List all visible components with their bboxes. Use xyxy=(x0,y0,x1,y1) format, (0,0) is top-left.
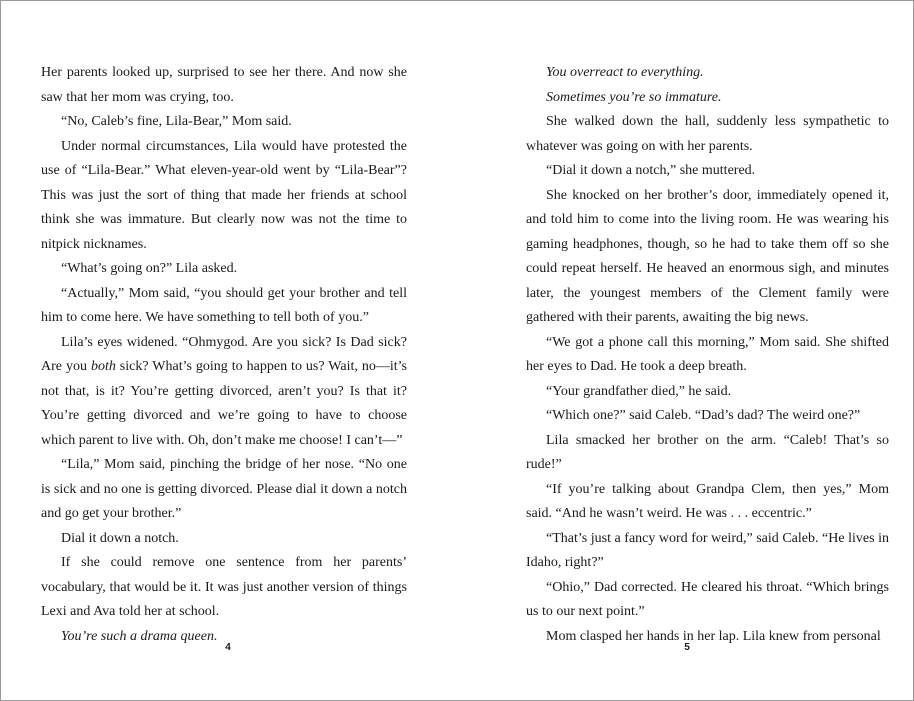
paragraph: “That’s just a fancy word for weird,” said Caleb. “He lives in Idaho, right?” xyxy=(526,530,889,570)
paragraph: “Ohio,” Dad corrected. He cleared his throat. “Which brings us to our next point.” xyxy=(526,579,889,619)
italic-paragraph xyxy=(526,86,889,111)
italic-paragraph xyxy=(526,61,889,86)
paragraph: Lila smacked her brother on the arm. “Caleb! That’s so rude!” xyxy=(526,432,889,472)
paragraph: “What’s going on?” Lila asked. xyxy=(61,261,238,276)
paragraph: She knocked on her brother’s door, immediately opened it, and told him to come into the living room. He was wearing his gaming headphones, though, so he had to take them off so she could repeat herself. He heaved an enormous sigh, and minutes later, the youngest members of the Clement family were gathered with their parents, awaiting the big news. xyxy=(526,187,889,325)
right-page-text xyxy=(526,61,889,649)
paragraph: “Your grandfather died,” he said. xyxy=(546,383,732,399)
italic-text: You’re such a drama queen. xyxy=(61,628,218,644)
paragraph: “Dial it down a notch,” she muttered. xyxy=(546,163,756,178)
paragraph xyxy=(41,331,407,454)
left-page-text xyxy=(41,61,407,649)
italic-text: Sometimes you’re so immature. xyxy=(546,89,722,105)
paragraph: Mom clasped her hands in her lap. Lila knew from personal xyxy=(546,628,881,644)
left-page xyxy=(1,1,457,700)
paragraph: “We got a phone call this morning,” Mom said. She shifted her eyes to Dad. He took a deep breath. xyxy=(526,334,889,374)
paragraph: If she could remove one sentence from her parents’ vocabulary, that would be it. It was just another version of things Lexi and Ava told her at school. xyxy=(41,555,407,619)
paragraph-run: sick? What’s going to happen to us? Wait, no—it’s not that, is it? You’re getting divorced, aren’t you? Is that it? You’re getting divorced and we’re going to have to choose which parent to live with. Oh, don’t make me choose! I can’t—” xyxy=(41,359,407,448)
paragraph: “If you’re talking about Grandpa Clem, then yes,” Mom said. “And he wasn’t weird. He was . . . eccentric.” xyxy=(526,481,889,521)
page-number: 4 xyxy=(225,642,231,653)
page-number: 5 xyxy=(684,642,690,653)
emphasis: both xyxy=(90,359,116,374)
paragraph: Her parents looked up, surprised to see her there. And now she saw that her mom was crying, too. xyxy=(41,65,407,105)
paragraph: “No, Caleb’s fine, Lila-Bear,” Mom said. xyxy=(61,114,292,129)
paragraph: She walked down the hall, suddenly less sympathetic to whatever was going on with her parents. xyxy=(526,114,889,154)
right-page xyxy=(457,1,913,700)
paragraph-run: Lila’s eyes widened. “Ohmygod. Are you sick? Is Dad sick? Are you xyxy=(41,334,407,374)
paragraph: Dial it down a notch. xyxy=(61,530,179,546)
paragraph: Under normal circumstances, Lila would have protested the use of “Lila-Bear.” What eleven-year-old went by “Lila-Bear”? This was just the sort of thing that made her friends at school think she was immature. But clearly now was not the time to nitpick nicknames. xyxy=(41,138,407,252)
paragraph: “Lila,” Mom said, pinching the bridge of her nose. “No one is sick and no one is getting divorced. Please dial it down a notch and go get your brother.” xyxy=(41,457,407,521)
paragraph: “Which one?” said Caleb. “Dad’s dad? The weird one?” xyxy=(546,408,861,423)
italic-text: You overreact to everything. xyxy=(546,65,704,80)
paragraph: “Actually,” Mom said, “you should get your brother and tell him to come here. We have something to tell both of you.” xyxy=(41,285,407,325)
